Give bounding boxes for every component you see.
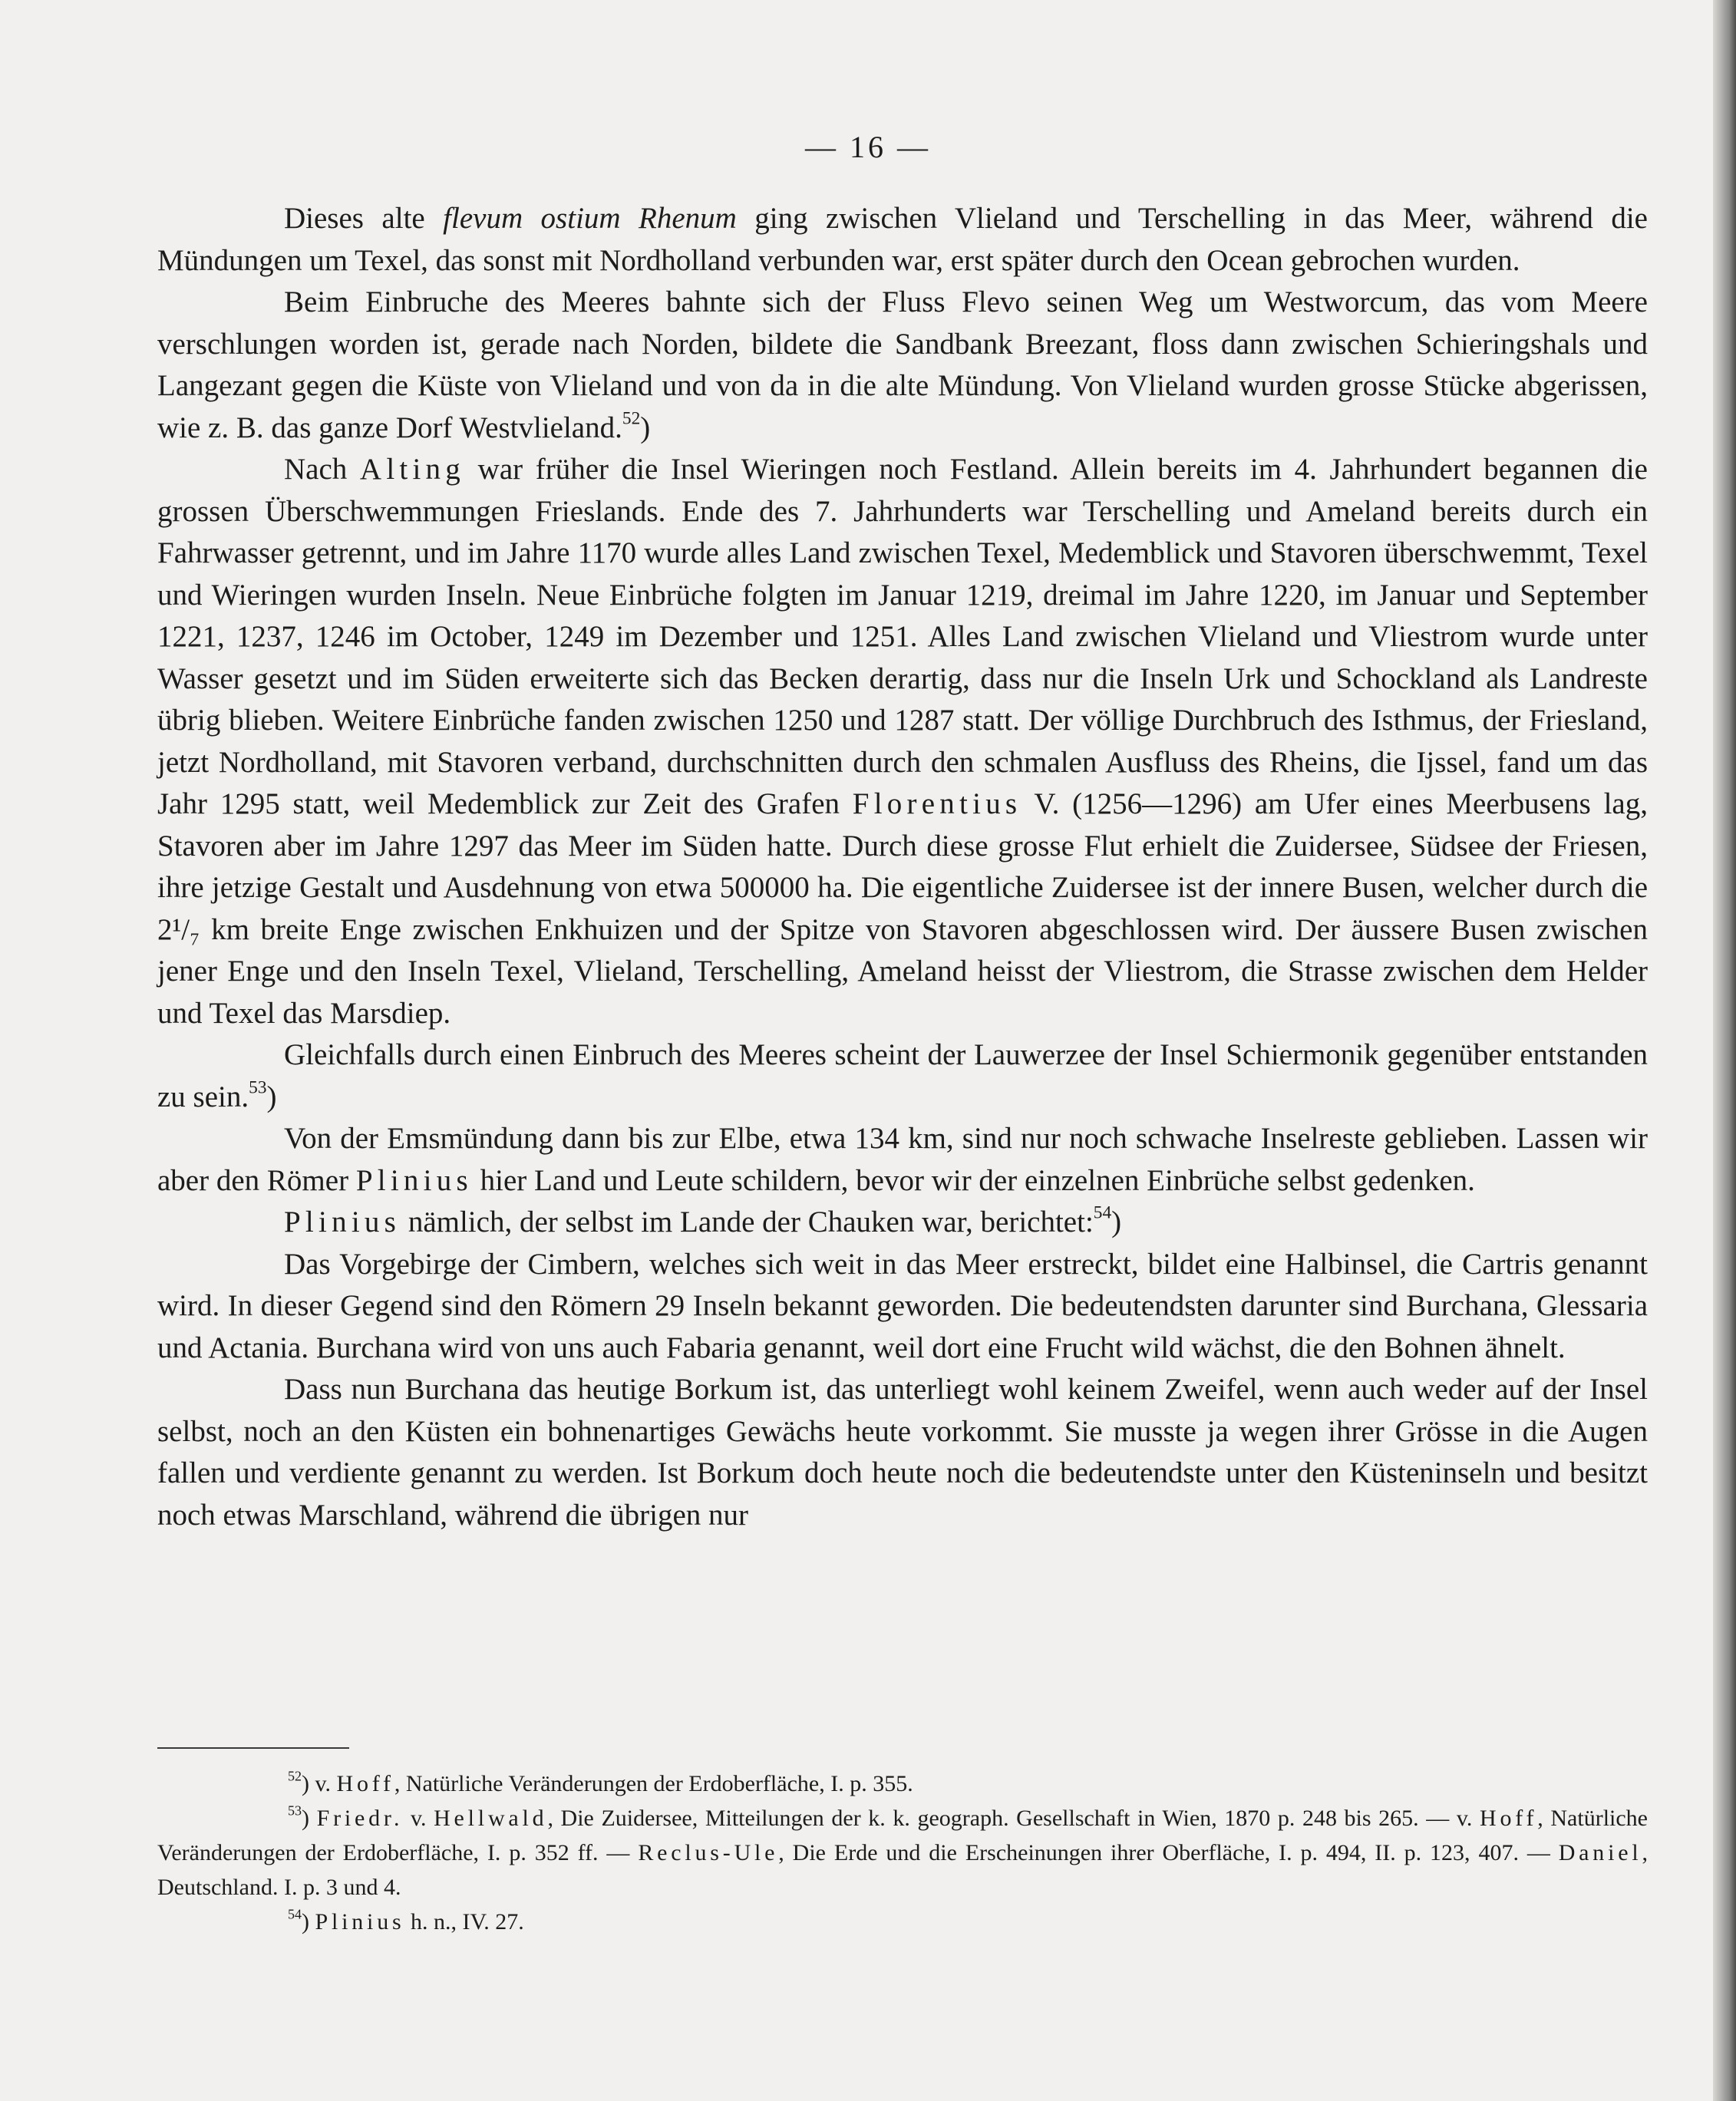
spaced-name: Reclus-Ule (638, 1840, 779, 1865)
paragraph (157, 282, 1648, 449)
footnote-ref: 52 (622, 407, 641, 428)
text-run: ) (1111, 1206, 1122, 1239)
page-number: — 16 — (805, 130, 931, 164)
text-run: Dieses alte (284, 202, 444, 235)
paragraph (157, 1118, 1648, 1202)
spaced-name: Daniel (1558, 1840, 1642, 1865)
text-run: , Die Zuidersee, Mitteilungen der k. k. geograph. Gesellschaft in Wien, 1870 p. 248 bis 265. — v. (547, 1806, 1480, 1831)
paragraph (157, 198, 1648, 282)
text-run: ) (302, 1909, 315, 1934)
text-run: ) (302, 1806, 317, 1831)
text-run: Nach (284, 453, 360, 486)
text-run: war früher die Insel Wieringen noch Festland. Allein bereits im 4. Jahrhundert begannen die grossen Überschwemmungen Frieslands. Ende des 7. Jahrhunderts war Terschelling und Ameland bereits durch ein Fahrwasser getrennt, und im Jahre 1170 wurde alles Land zwischen Texel, Medemblick und Stavoren überschwemmt, Texel und Wieringen wurden Inseln. Neue Einbrüche folgten im Januar 1219, dreimal im Jahre 1220, im Januar und September 1221, 1237, 1246 im October, 1249 im Dezember und 1251. Alles Land zwischen Vlieland und Vliestrom wurde unter Wasser gesetzt und im Süden erweiterte sich das Becken derartig, dass nur die Inseln Urk und Schockland als Landreste übrig blieben. Weitere Einbrüche fanden zwischen 1250 und 1287 statt. Der völlige Durchbruch des Isthmus, der Friesland, jetzt Nordholland, mit Stavoren verband, durchschnitten durch den schmalen Ausfluss des Rheins, die Ijssel, fand um das Jahr 1295 statt, weil Medemblick zur Zeit des Grafen (157, 453, 1648, 820)
spaced-name: Hoff (1479, 1806, 1538, 1831)
spaced-name: Plinius (284, 1206, 401, 1239)
text-run: , Natürliche Veränderungen der Erdoberfläche, I. p. 355. (394, 1771, 913, 1796)
paragraph (157, 1369, 1648, 1536)
spaced-name: Alting (359, 453, 466, 486)
spaced-name: Friedr. (316, 1806, 404, 1831)
spaced-name: Plinius (355, 1163, 473, 1197)
spaced-name: Hellwald (434, 1806, 548, 1831)
text-run: h. n., IV. 27. (404, 1909, 524, 1934)
footnote (157, 1801, 1648, 1905)
text-run: Gleichfalls durch einen Einbruch des Meeres scheint der Lauwerzee der Insel Schiermonik gegenüber entstanden zu sein. (157, 1038, 1648, 1113)
footnote-ref: 54 (1093, 1202, 1112, 1223)
text-run: Von der Emsmündung dann bis zur Elbe, etwa 134 km, sind nur noch schwache Inselreste geblieben. Lassen wir aber den Römer (157, 1122, 1648, 1197)
text-run: ) (266, 1080, 277, 1113)
text-run: Dass nun Burchana das heutige Borkum ist, das unterliegt wohl keinem Zweifel, wenn auch weder auf der Insel selbst, noch an den Küsten ein bohnenartiges Gewächs heute vorkommt. Sie musste ja wegen ihrer Grösse in die Augen fallen und verdiente genannt zu werden. Ist Borkum doch heute noch die bedeutendste unter den Küsteninseln und besitzt noch etwas Marschland, während die übrigen nur (157, 1373, 1648, 1532)
text-run: ging zwischen Vlieland und Terschelling in das Meer, während die Mündungen um Texel, das sonst mit Nordholland verbunden war, erst später durch den Ocean gebrochen wurden. (157, 202, 1648, 277)
footnote-ref: 52 (288, 1768, 302, 1784)
footnote-ref: 53 (249, 1077, 267, 1097)
text-run: , Natürliche Veränderungen der Erdoberfläche, I. p. 352 ff. — (157, 1806, 1648, 1865)
text-run: V. (1256—1296) am Ufer eines Meerbusens lag, Stavoren aber im Jahre 1297 das Meer im Süden hatte. Durch diese grosse Flut erhielt die Zuidersee, Südsee der Friesen, ihre jetzige Gestalt und Ausdehnung von etwa 500000 ha. Die eigentliche Zuidersee ist der innere Busen, welcher durch die 2¹/₇ km breite Enge zwischen Enkhuizen und der Spitze von Stavoren abgeschlossen wird. Der äussere Busen zwischen jener Enge und den Inseln Texel, Vlieland, Terschelling, Ameland heisst der Vliestrom, die Strasse zwischen dem Helder und Texel das Marsdiep. (157, 787, 1648, 1030)
text-run: ) (640, 411, 651, 444)
footnote-divider (157, 1747, 349, 1749)
footnote-ref: 53 (288, 1803, 302, 1819)
paragraph (157, 1034, 1648, 1118)
spaced-name: Hoff (336, 1771, 394, 1796)
spaced-name: Florentius (852, 787, 1022, 820)
paragraph (157, 449, 1648, 1034)
text-run: ) v. (302, 1771, 337, 1796)
text-run: v. (403, 1806, 434, 1831)
text-run: Das Vorgebirge der Cimbern, welches sich weit in das Meer erstreckt, bildet eine Halbinsel, die Cartris genannt wird. In dieser Gegend sind den Römern 29 Inseln bekannt geworden. Die bedeutendsten darunter sind Burchana, Glessaria und Actania. Burchana wird von uns auch Fabaria genannt, weil dort eine Frucht wild wächst, die den Bohnen ähnelt. (157, 1247, 1648, 1364)
paragraph (157, 1202, 1648, 1244)
footnote (157, 1905, 1648, 1939)
text-run: Beim Einbruche des Meeres bahnte sich der Fluss Flevo seinen Weg um Westworcum, das vom Meere verschlungen worden ist, gerade nach Norden, bildete die Sandbank Breezant, floss dann zwischen Schieringshals und Langezant gegen die Küste von Vlieland und von da in die alte Mündung. Von Vlieland wurden grosse Stücke abgerissen, wie z. B. das ganze Dorf Westvlieland. (157, 285, 1648, 444)
page-edge-shadow (1713, 0, 1736, 2101)
text-run: hier Land und Leute schildern, bevor wir der einzelnen Einbrüche selbst gedenken. (472, 1163, 1475, 1197)
italic-phrase: flevum ostium Rhenum (443, 202, 737, 235)
spaced-name: Plinius (315, 1909, 405, 1934)
paragraph (157, 1244, 1648, 1370)
text-run: , Deutschland. I. p. 3 und 4. (157, 1840, 1648, 1900)
body-text (157, 198, 1648, 1536)
footnotes (157, 1766, 1648, 1939)
text-run: , Die Erde und die Erscheinungen ihrer Oberfläche, I. p. 494, II. p. 123, 407. — (778, 1840, 1559, 1865)
footnote-ref: 54 (288, 1906, 302, 1922)
text-run: nämlich, der selbst im Lande der Chauken war, berichtet: (401, 1206, 1094, 1239)
footnote (157, 1766, 1648, 1801)
